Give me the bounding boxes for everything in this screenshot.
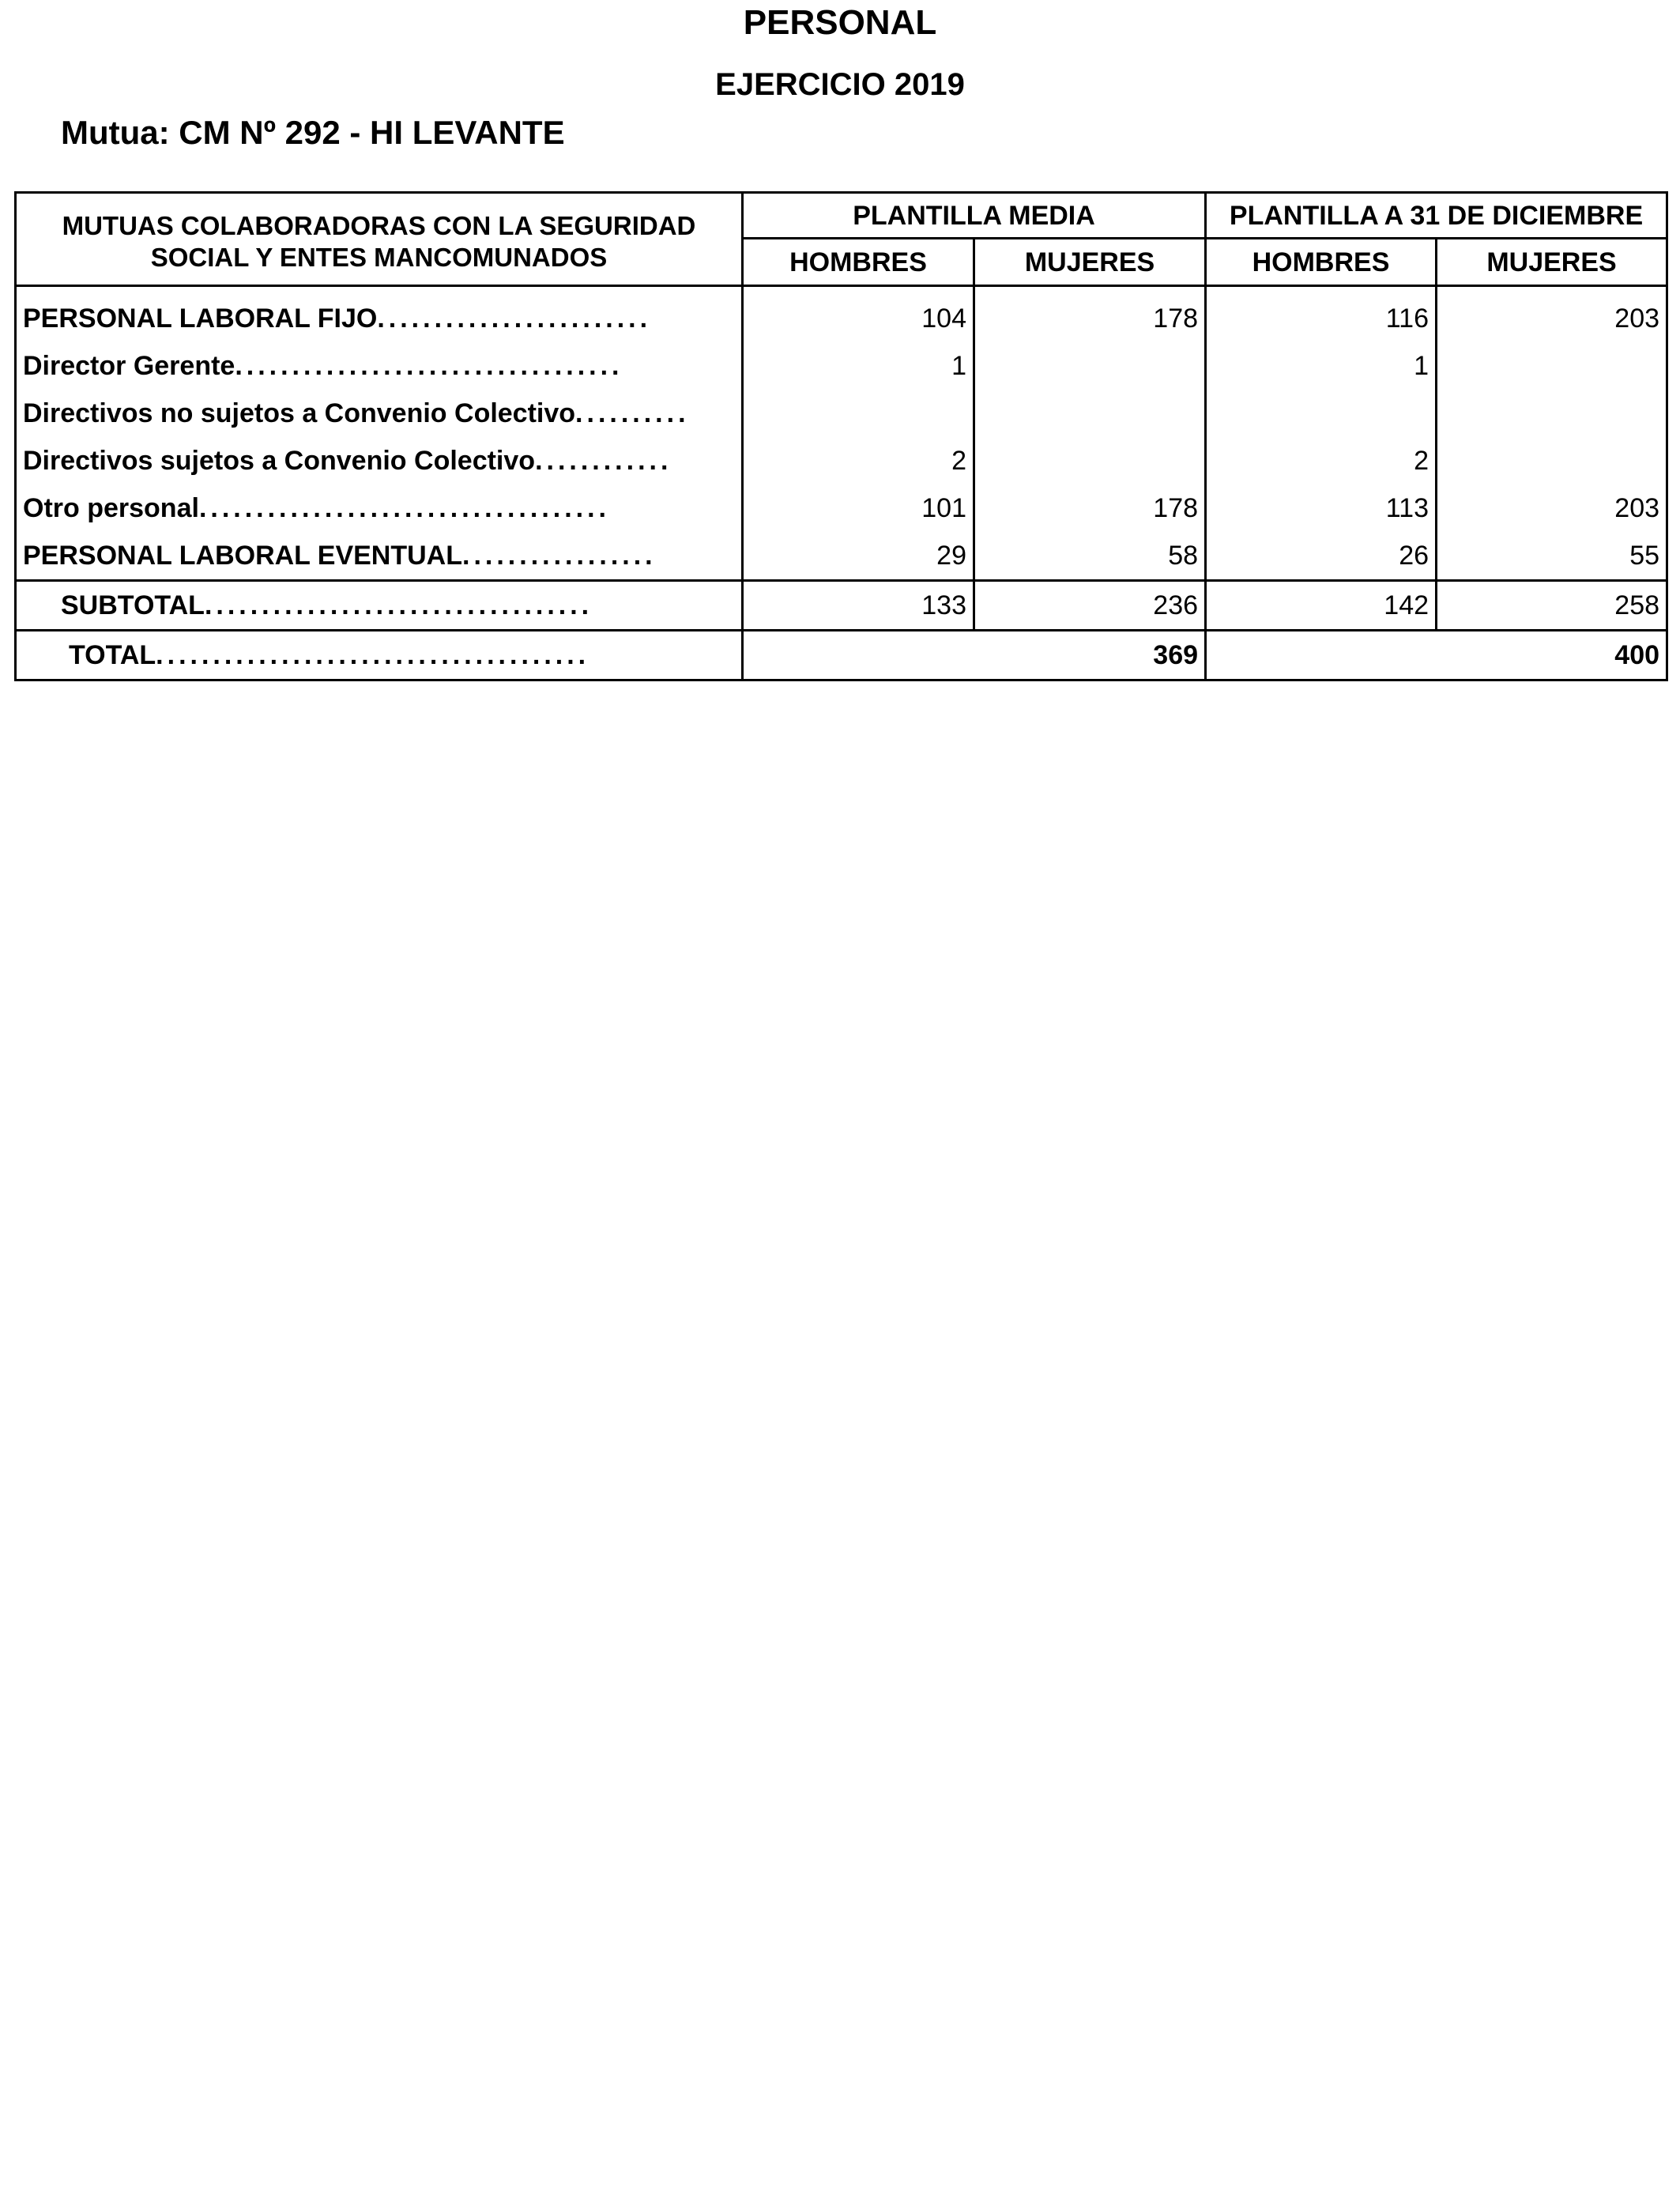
row-label: Otro personal.................................... (16, 484, 743, 532)
total-plantilla-diciembre: 400 (1206, 631, 1667, 680)
cell-diciembre-hombres: 2 (1206, 437, 1437, 484)
subheader-diciembre-mujeres: MUJERES (1437, 239, 1667, 286)
cell-media-hombres (743, 390, 974, 437)
cell-diciembre-mujeres (1437, 390, 1667, 437)
subtotal-media-mujeres: 236 (974, 581, 1206, 631)
group-header-plantilla-media: PLANTILLA MEDIA (743, 193, 1206, 239)
total-row (16, 631, 1667, 680)
corner-header (16, 193, 743, 286)
cell-media-mujeres (974, 437, 1206, 484)
subtotal-row (16, 581, 1667, 631)
corner-header-line-2: SOCIAL Y ENTES MANCOMUNADOS (150, 242, 608, 272)
row-label: Directivos sujetos a Convenio Colectivo............ (16, 437, 743, 484)
cell-media-mujeres (974, 390, 1206, 437)
table-row (16, 437, 1667, 484)
cell-diciembre-hombres: 116 (1206, 286, 1437, 343)
table-row (16, 390, 1667, 437)
cell-diciembre-hombres (1206, 390, 1437, 437)
table-row (16, 532, 1667, 581)
subtotal-label: SUBTOTAL.................................. (16, 581, 743, 631)
entity-name: Mutua: CM Nº 292 - HI LEVANTE (61, 114, 565, 151)
cell-media-hombres: 104 (743, 286, 974, 343)
subtotal-diciembre-mujeres: 258 (1437, 581, 1667, 631)
corner-header-line-1: MUTUAS COLABORADORAS CON LA SEGURIDAD (62, 210, 696, 240)
row-label: Director Gerente.................................. (16, 342, 743, 390)
cell-diciembre-hombres: 26 (1206, 532, 1437, 581)
cell-diciembre-mujeres: 203 (1437, 286, 1667, 343)
cell-media-hombres: 29 (743, 532, 974, 581)
cell-media-mujeres (974, 342, 1206, 390)
cell-media-mujeres: 178 (974, 286, 1206, 343)
table-row (16, 342, 1667, 390)
table-row (16, 484, 1667, 532)
cell-diciembre-hombres: 113 (1206, 484, 1437, 532)
row-label: PERSONAL LABORAL FIJO........................ (16, 286, 743, 343)
staff-table (14, 191, 1668, 681)
cell-diciembre-mujeres: 203 (1437, 484, 1667, 532)
cell-media-mujeres: 178 (974, 484, 1206, 532)
group-header-plantilla-diciembre: PLANTILLA A 31 DE DICIEMBRE (1206, 193, 1667, 239)
total-label: TOTAL...................................... (16, 631, 743, 680)
cell-media-hombres: 101 (743, 484, 974, 532)
cell-media-hombres: 2 (743, 437, 974, 484)
total-plantilla-media: 369 (743, 631, 1206, 680)
subtotal-diciembre-hombres: 142 (1206, 581, 1437, 631)
subheader-media-mujeres: MUJERES (974, 239, 1206, 286)
row-label: Directivos no sujetos a Convenio Colectivo.......... (16, 390, 743, 437)
cell-diciembre-mujeres: 55 (1437, 532, 1667, 581)
subheader-media-hombres: HOMBRES (743, 239, 974, 286)
page-subtitle: EJERCICIO 2019 (715, 67, 965, 102)
subheader-diciembre-hombres: HOMBRES (1206, 239, 1437, 286)
cell-media-mujeres: 58 (974, 532, 1206, 581)
table-row (16, 286, 1667, 343)
page-title: PERSONAL (743, 3, 937, 42)
cell-diciembre-mujeres (1437, 342, 1667, 390)
subtotal-media-hombres: 133 (743, 581, 974, 631)
cell-diciembre-hombres: 1 (1206, 342, 1437, 390)
row-label: PERSONAL LABORAL EVENTUAL................. (16, 532, 743, 581)
cell-media-hombres: 1 (743, 342, 974, 390)
cell-diciembre-mujeres (1437, 437, 1667, 484)
